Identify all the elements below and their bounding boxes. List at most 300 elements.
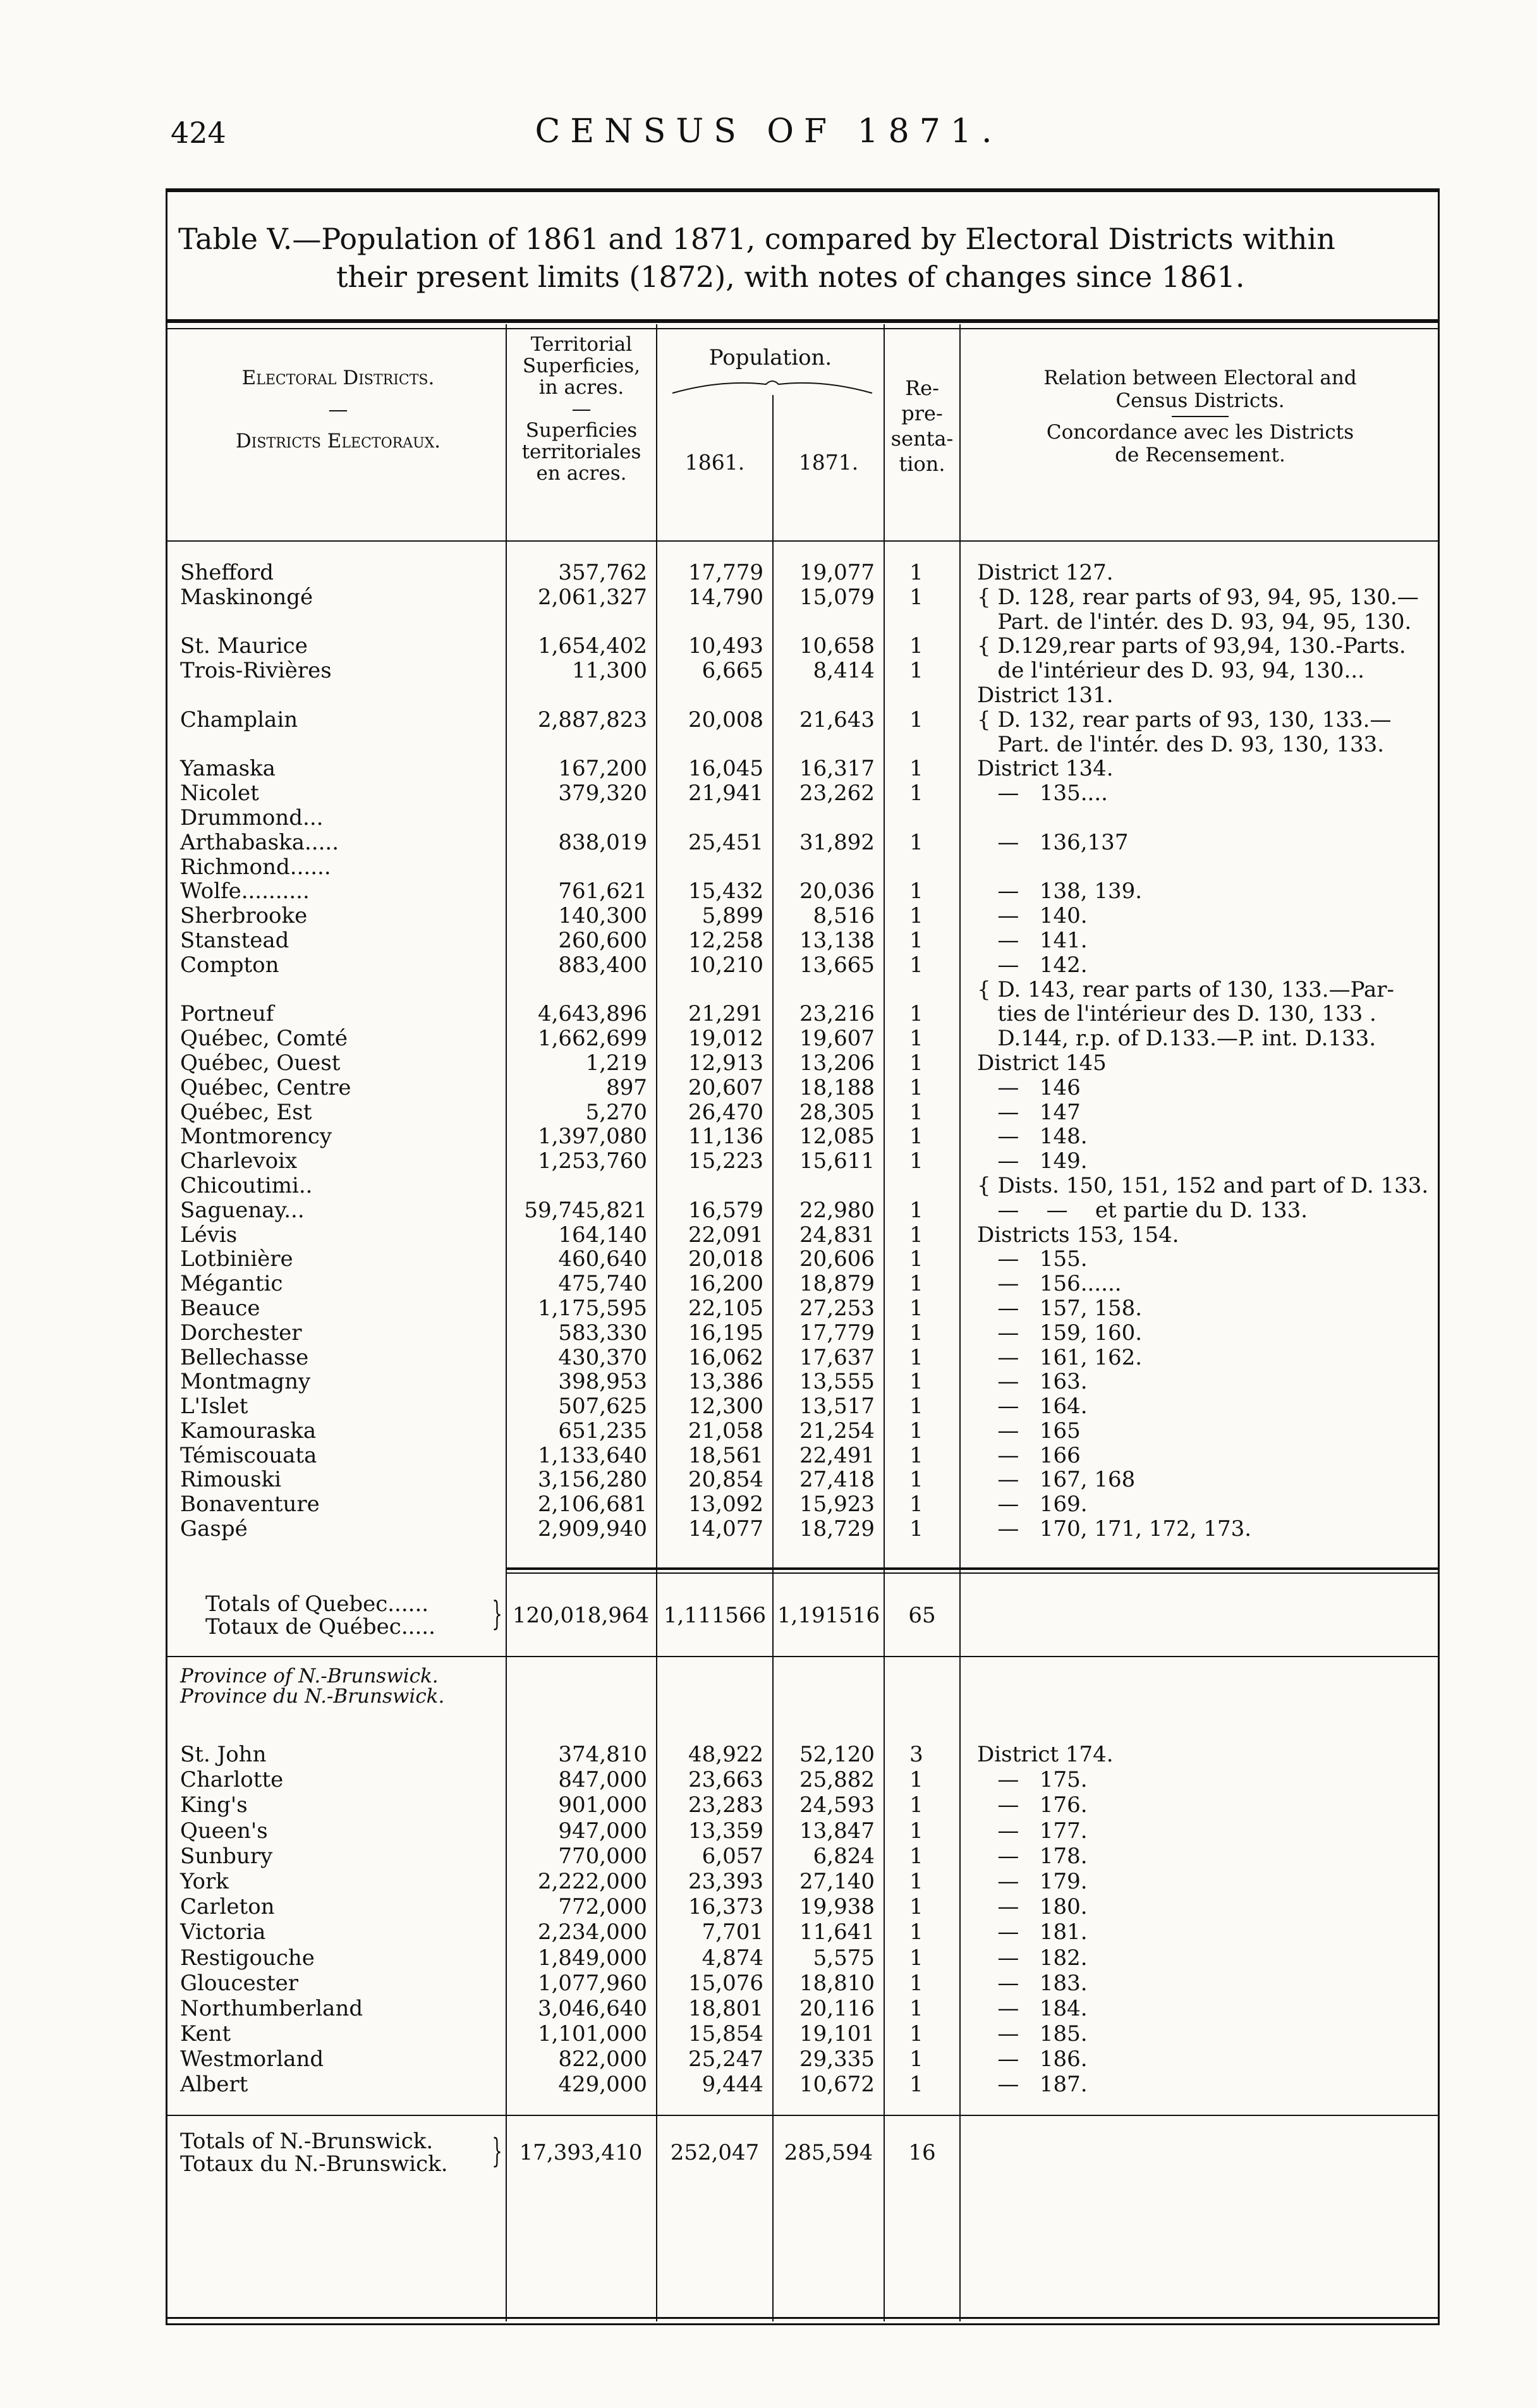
table-row — [0, 1002, 1537, 1027]
representation-value: 1 — [909, 1792, 923, 1818]
table-row — [0, 1052, 1537, 1076]
new-brunswick-heading-fr: Province du N.-Brunswick. — [180, 1685, 445, 1708]
population-1871: 29,335 — [799, 2046, 875, 2072]
area-value: 838,019 — [558, 829, 647, 855]
table-row — [0, 1997, 1537, 2022]
district-name: Montmagny — [180, 1369, 311, 1395]
header-rep-2: pre- — [901, 401, 943, 425]
table-row — [0, 782, 1537, 806]
area-value: 883,400 — [558, 952, 647, 978]
table-row — [0, 1895, 1537, 1921]
relation-note: — 166 — [977, 1442, 1081, 1468]
representation-value: 1 — [909, 1894, 923, 1920]
table-row — [0, 1517, 1537, 1542]
header-population-brace — [671, 377, 873, 396]
header-relation-fr-2: de Recensement. — [1115, 444, 1285, 466]
relation-note: Districts 153, 154. — [977, 1222, 1179, 1248]
representation-value: 1 — [909, 927, 923, 953]
table-row — [0, 1947, 1537, 1972]
district-name: Richmond...... — [180, 854, 331, 880]
relation-note: — 181. — [977, 1919, 1088, 1945]
area-value: 1,077,960 — [537, 1970, 647, 1996]
representation-value: 1 — [909, 756, 923, 782]
relation-note: { Dists. 150, 151, 152 and part of D. 133. — [977, 1172, 1429, 1198]
area-value: 1,133,640 — [537, 1442, 647, 1468]
relation-note: — — et partie du D. 133. — [977, 1197, 1308, 1223]
representation-value: 1 — [909, 1418, 923, 1444]
area-value: 2,887,823 — [537, 707, 647, 733]
table-row — [0, 2022, 1537, 2048]
representation-value: 1 — [909, 1050, 923, 1076]
population-1871: 20,036 — [799, 879, 875, 904]
header-1861: 1861. — [684, 450, 745, 475]
relation-note: — 157, 158. — [977, 1295, 1143, 1321]
district-name: Saguenay... — [180, 1197, 305, 1223]
table-row — [0, 1820, 1537, 1845]
district-name: Wolfe.......... — [180, 879, 310, 904]
table-row — [0, 1743, 1537, 1768]
header-rep-1: Re- — [905, 376, 939, 400]
population-1861: 12,258 — [688, 927, 763, 953]
district-name: Champlain — [180, 707, 298, 733]
population-1871: 17,637 — [799, 1344, 875, 1370]
population-1861: 16,062 — [688, 1344, 763, 1370]
population-1861: 25,247 — [688, 2046, 763, 2072]
district-name: Victoria — [180, 1919, 266, 1945]
population-1871: 13,665 — [799, 952, 875, 978]
population-1861: 22,105 — [688, 1295, 763, 1321]
table-row — [0, 929, 1537, 954]
quebec-totals-label-en: Totals of Quebec...... — [205, 1591, 429, 1617]
population-1861: 20,018 — [688, 1246, 763, 1272]
population-1871: 19,077 — [799, 560, 875, 585]
area-value: 164,140 — [558, 1222, 647, 1248]
relation-note: — 182. — [977, 1945, 1088, 1971]
population-1871: 18,879 — [799, 1271, 875, 1297]
district-name: Québec, Est — [180, 1099, 312, 1125]
area-value: 398,953 — [558, 1369, 647, 1395]
population-1871: 13,138 — [799, 927, 875, 953]
area-value: 2,222,000 — [537, 1868, 647, 1894]
table-row — [0, 659, 1537, 684]
header-area — [507, 334, 656, 484]
table-row — [0, 1870, 1537, 1895]
quebec-totals-label-fr: Totaux de Québec..... — [205, 1614, 435, 1639]
area-value: 1,849,000 — [537, 1945, 647, 1971]
header-area-fr-3: en acres. — [536, 462, 627, 485]
table-row — [0, 1370, 1537, 1395]
district-name: Témiscouata — [180, 1442, 317, 1468]
table-row — [0, 954, 1537, 978]
population-1871: 18,188 — [799, 1074, 875, 1100]
table-row — [0, 2048, 1537, 2073]
header-area-en-1: Territorial — [530, 333, 633, 356]
table-row — [0, 1921, 1537, 1946]
representation-value: 1 — [909, 1767, 923, 1793]
population-1871: 5,575 — [813, 1945, 875, 1971]
relation-note: — 169. — [977, 1492, 1088, 1517]
population-1871: 19,938 — [799, 1894, 875, 1920]
caption-line-1: Table V.—Population of 1861 and 1871, compared by Electoral Districts within — [178, 222, 1335, 256]
population-1871: 27,418 — [799, 1467, 875, 1493]
relation-note: — 179. — [977, 1868, 1088, 1894]
population-1861: 21,291 — [688, 1001, 763, 1027]
population-1871: 10,658 — [799, 633, 875, 659]
relation-note: — 148. — [977, 1124, 1088, 1150]
representation-value: 1 — [909, 952, 923, 978]
relation-note: District 174. — [977, 1742, 1114, 1767]
header-relation-en-2: Census Districts. — [1115, 389, 1285, 412]
representation-value: 1 — [909, 1492, 923, 1517]
header-area-fr-1: Superficies — [525, 419, 638, 442]
population-1871: 21,254 — [799, 1418, 875, 1444]
area-value: 947,000 — [558, 1818, 647, 1844]
table-row — [0, 856, 1537, 880]
area-value: 847,000 — [558, 1767, 647, 1793]
district-name: Westmorland — [180, 2046, 324, 2072]
population-1871: 15,079 — [799, 584, 875, 610]
population-1861: 14,790 — [688, 584, 763, 610]
area-value: 897 — [606, 1074, 647, 1100]
representation-value: 1 — [909, 1945, 923, 1971]
area-value: 3,156,280 — [537, 1467, 647, 1493]
quebec-totals-label — [205, 1593, 435, 1638]
representation-value: 1 — [909, 829, 923, 855]
population-1871: 27,140 — [799, 1868, 875, 1894]
relation-note: { D. 143, rear parts of 130, 133.—Par- — [977, 976, 1394, 1002]
population-1871: 23,216 — [799, 1001, 875, 1027]
running-head: CENSUS OF 1871. — [535, 112, 1002, 150]
district-name: Trois-Rivières — [180, 658, 332, 684]
population-1861: 13,092 — [688, 1492, 763, 1517]
representation-value: 1 — [909, 2072, 923, 2098]
area-value: 430,370 — [558, 1344, 647, 1370]
district-name: King's — [180, 1792, 248, 1818]
caption-line-2: their present limits (1872), with notes of changes since 1861. — [336, 260, 1245, 294]
population-1871: 19,101 — [799, 2021, 875, 2047]
header-districts-fr: Districts Electoraux. — [235, 430, 441, 453]
relation-note: District 134. — [977, 756, 1114, 782]
district-name: Northumberland — [180, 1995, 363, 2021]
representation-value: 1 — [909, 2046, 923, 2072]
relation-note: — 187. — [977, 2072, 1088, 2098]
population-1861: 9,444 — [702, 2072, 763, 2098]
relation-note: — 170, 171, 172, 173. — [977, 1516, 1252, 1542]
population-1861: 23,283 — [688, 1792, 763, 1818]
representation-value: 1 — [909, 584, 923, 610]
table-row — [0, 1076, 1537, 1101]
area-value: 822,000 — [558, 2046, 647, 2072]
area-value: 2,061,327 — [537, 584, 647, 610]
table-row — [0, 684, 1537, 708]
population-1871: 20,116 — [799, 1995, 875, 2021]
population-1871: 15,923 — [799, 1492, 875, 1517]
representation-value: 1 — [909, 707, 923, 733]
table-row — [0, 1322, 1537, 1346]
table-row — [0, 1493, 1537, 1517]
table-row — [0, 757, 1537, 782]
relation-note: — 178. — [977, 1843, 1088, 1869]
page-number: 424 — [171, 116, 226, 150]
relation-note: — 141. — [977, 927, 1088, 953]
area-value: 475,740 — [558, 1271, 647, 1297]
relation-note: — 184. — [977, 1995, 1088, 2021]
relation-note: { D. 128, rear parts of 93, 94, 95, 130.— — [977, 584, 1419, 610]
district-name: Rimouski — [180, 1467, 282, 1493]
population-1861: 21,941 — [688, 781, 763, 806]
representation-value: 1 — [909, 1995, 923, 2021]
relation-note: — 155. — [977, 1246, 1088, 1272]
district-name: Lévis — [180, 1222, 238, 1248]
header-relation — [961, 367, 1440, 466]
area-value: 1,175,595 — [537, 1295, 647, 1321]
district-name: Portneuf — [180, 1001, 274, 1027]
population-1861: 10,210 — [688, 952, 763, 978]
population-1861: 4,874 — [702, 1945, 763, 1971]
table-row — [0, 1346, 1537, 1371]
area-value: 1,397,080 — [537, 1124, 647, 1150]
table-row — [0, 586, 1537, 611]
table-row — [0, 978, 1537, 1003]
population-1871: 17,779 — [799, 1320, 875, 1346]
area-value: 357,762 — [558, 560, 647, 585]
relation-note: District 145 — [977, 1050, 1107, 1076]
relation-note: D.144, r.p. of D.133.—P. int. D.133. — [977, 1026, 1376, 1052]
relation-note: — 142. — [977, 952, 1088, 978]
population-1871: 8,414 — [813, 658, 875, 684]
population-1871: 25,882 — [799, 1767, 875, 1793]
nb-totals-label-en: Totals of N.-Brunswick. — [180, 2129, 434, 2154]
population-1861: 10,493 — [688, 633, 763, 659]
header-area-fr-2: territoriales — [521, 441, 641, 463]
population-1861: 48,922 — [688, 1742, 763, 1767]
population-1871: 15,611 — [799, 1148, 875, 1174]
table-row — [0, 708, 1537, 733]
population-1871: 8,516 — [813, 903, 875, 929]
representation-value: 1 — [909, 1516, 923, 1542]
relation-note: — 156...... — [977, 1271, 1122, 1297]
relation-note: { D.129,rear parts of 93,94, 130.-Parts. — [977, 633, 1406, 659]
population-1871: 11,641 — [799, 1919, 875, 1945]
district-name: L'Islet — [180, 1394, 248, 1420]
district-name: Lotbinière — [180, 1246, 293, 1272]
population-1861: 5,899 — [702, 903, 763, 929]
area-value: 429,000 — [558, 2072, 647, 2098]
district-name: Albert — [180, 2072, 248, 2098]
district-name: Queen's — [180, 1818, 268, 1844]
representation-value: 1 — [909, 1074, 923, 1100]
representation-value: 1 — [909, 1246, 923, 1272]
relation-note: { D. 132, rear parts of 93, 130, 133.— — [977, 707, 1392, 733]
nb-totals-label — [180, 2130, 448, 2175]
relation-note: — 164. — [977, 1394, 1088, 1420]
district-name: Sunbury — [180, 1843, 273, 1869]
relation-note: — 161, 162. — [977, 1344, 1143, 1370]
table-row — [0, 2073, 1537, 2098]
area-value: 460,640 — [558, 1246, 647, 1272]
relation-note: District 127. — [977, 560, 1114, 585]
population-1861: 14,077 — [688, 1516, 763, 1542]
area-value: 651,235 — [558, 1418, 647, 1444]
relation-note: — 136,137 — [977, 829, 1129, 855]
representation-value: 1 — [909, 1843, 923, 1869]
district-name: Beauce — [180, 1295, 260, 1321]
population-1861: 19,012 — [688, 1026, 763, 1052]
population-1861: 15,432 — [688, 879, 763, 904]
representation-value: 1 — [909, 1369, 923, 1395]
relation-note: — 186. — [977, 2046, 1088, 2072]
population-1861: 17,779 — [688, 560, 763, 585]
population-1861: 15,223 — [688, 1148, 763, 1174]
district-name: Shefford — [180, 560, 274, 585]
area-value: 11,300 — [572, 658, 647, 684]
area-value: 1,219 — [585, 1050, 647, 1076]
header-rep-3: senta- — [890, 427, 954, 451]
representation-value: 1 — [909, 879, 923, 904]
population-1871: 31,892 — [799, 829, 875, 855]
district-name: Carleton — [180, 1894, 275, 1920]
population-1861: 16,373 — [688, 1894, 763, 1920]
table-row — [0, 733, 1537, 758]
population-1861: 13,359 — [688, 1818, 763, 1844]
representation-value: 1 — [909, 1222, 923, 1248]
area-value: 761,621 — [558, 879, 647, 904]
area-value: 2,234,000 — [537, 1919, 647, 1945]
relation-note: — 176. — [977, 1792, 1088, 1818]
population-1861: 13,386 — [688, 1369, 763, 1395]
population-1871: 21,643 — [799, 707, 875, 733]
representation-value: 1 — [909, 633, 923, 659]
table-row — [0, 1444, 1537, 1469]
population-1871: 22,491 — [799, 1442, 875, 1468]
table-row — [0, 1027, 1537, 1052]
area-value: 140,300 — [558, 903, 647, 929]
table-row — [0, 1174, 1537, 1199]
quebec-totals-top-rule-2 — [506, 1572, 1440, 1574]
representation-value: 1 — [909, 1099, 923, 1125]
quebec-totals-representation: 65 — [908, 1603, 936, 1628]
header-population: Population. — [708, 345, 832, 370]
area-value: 59,745,821 — [524, 1197, 647, 1223]
header-relation-separator — [1172, 416, 1229, 417]
table-row — [0, 1125, 1537, 1150]
population-1871: 20,606 — [799, 1246, 875, 1272]
relation-note: — 183. — [977, 1970, 1088, 1996]
nb-totals-brace: } — [492, 2132, 502, 2170]
area-value: 1,654,402 — [537, 633, 647, 659]
district-name: Maskinongé — [180, 584, 313, 610]
nb-totals-top-rule — [166, 2115, 1440, 2116]
area-value: 260,600 — [558, 927, 647, 953]
representation-value: 1 — [909, 658, 923, 684]
representation-value: 1 — [909, 1394, 923, 1420]
table-frame-bottom-rule — [166, 2317, 1440, 2325]
district-name: Montmorency — [180, 1124, 332, 1150]
nb-totals-label-fr: Totaux du N.-Brunswick. — [180, 2151, 448, 2177]
header-districts-en: Electoral Districts. — [241, 367, 435, 389]
area-value: 583,330 — [558, 1320, 647, 1346]
population-1861: 7,701 — [702, 1919, 763, 1945]
representation-value: 1 — [909, 1001, 923, 1027]
header-1871: 1871. — [798, 450, 859, 475]
table-row — [0, 831, 1537, 856]
district-name: Drummond... — [180, 805, 324, 830]
district-name: Stanstead — [180, 927, 289, 953]
district-name: Québec, Comté — [180, 1026, 348, 1052]
population-1861: 15,854 — [688, 2021, 763, 2047]
table-row — [0, 1395, 1537, 1420]
representation-value: 1 — [909, 1818, 923, 1844]
area-value: 3,046,640 — [537, 1995, 647, 2021]
population-1861: 16,045 — [688, 756, 763, 782]
area-value: 772,000 — [558, 1894, 647, 1920]
table-row — [0, 1150, 1537, 1174]
district-name: Mégantic — [180, 1271, 283, 1297]
population-1861: 16,579 — [688, 1197, 763, 1223]
population-1861: 18,801 — [688, 1995, 763, 2021]
relation-note: — 185. — [977, 2021, 1088, 2047]
area-value: 5,270 — [585, 1099, 647, 1125]
district-name: Chicoutimi.. — [180, 1172, 313, 1198]
area-value: 901,000 — [558, 1792, 647, 1818]
population-1871: 23,262 — [799, 781, 875, 806]
population-1861: 12,913 — [688, 1050, 763, 1076]
population-1871: 16,317 — [799, 756, 875, 782]
quebec-totals-brace: } — [492, 1595, 502, 1633]
population-1861: 22,091 — [688, 1222, 763, 1248]
district-name: Yamaska — [180, 756, 276, 782]
relation-note: District 131. — [977, 682, 1114, 708]
representation-value: 1 — [909, 1148, 923, 1174]
district-name: Kamouraska — [180, 1418, 317, 1444]
table-row — [0, 611, 1537, 635]
population-1871: 13,206 — [799, 1050, 875, 1076]
relation-note: — 175. — [977, 1767, 1088, 1793]
header-area-separator: — — [571, 398, 592, 420]
relation-note: — 159, 160. — [977, 1320, 1143, 1346]
representation-value: 1 — [909, 1970, 923, 1996]
table-row — [0, 1768, 1537, 1794]
population-1871: 19,607 — [799, 1026, 875, 1052]
population-1871: 10,672 — [799, 2072, 875, 2098]
representation-value: 1 — [909, 1197, 923, 1223]
population-1861: 23,663 — [688, 1767, 763, 1793]
relation-note: de l'intérieur des D. 93, 94, 130... — [977, 658, 1364, 684]
table-row — [0, 1199, 1537, 1224]
district-name: Nicolet — [180, 781, 259, 806]
district-name: St. Maurice — [180, 633, 308, 659]
table-row — [0, 904, 1537, 929]
population-1861: 20,607 — [688, 1074, 763, 1100]
table-row — [0, 1248, 1537, 1272]
representation-value: 1 — [909, 1271, 923, 1297]
area-value: 1,253,760 — [537, 1148, 647, 1174]
population-1871: 28,305 — [799, 1099, 875, 1125]
relation-note: — 165 — [977, 1418, 1081, 1444]
area-value: 1,101,000 — [537, 2021, 647, 2047]
table-row — [0, 1972, 1537, 1997]
table-row — [0, 635, 1537, 659]
nb-totals-area: 17,393,410 — [519, 2140, 643, 2165]
representation-value: 3 — [909, 1742, 923, 1767]
relation-note: Part. de l'intér. des D. 93, 130, 133. — [977, 731, 1385, 757]
nb-totals-1861: 252,047 — [670, 2140, 760, 2165]
population-1861: 11,136 — [688, 1124, 763, 1150]
population-1861: 16,195 — [688, 1320, 763, 1346]
representation-value: 1 — [909, 1026, 923, 1052]
area-value: 1,662,699 — [537, 1026, 647, 1052]
representation-value: 1 — [909, 1124, 923, 1150]
